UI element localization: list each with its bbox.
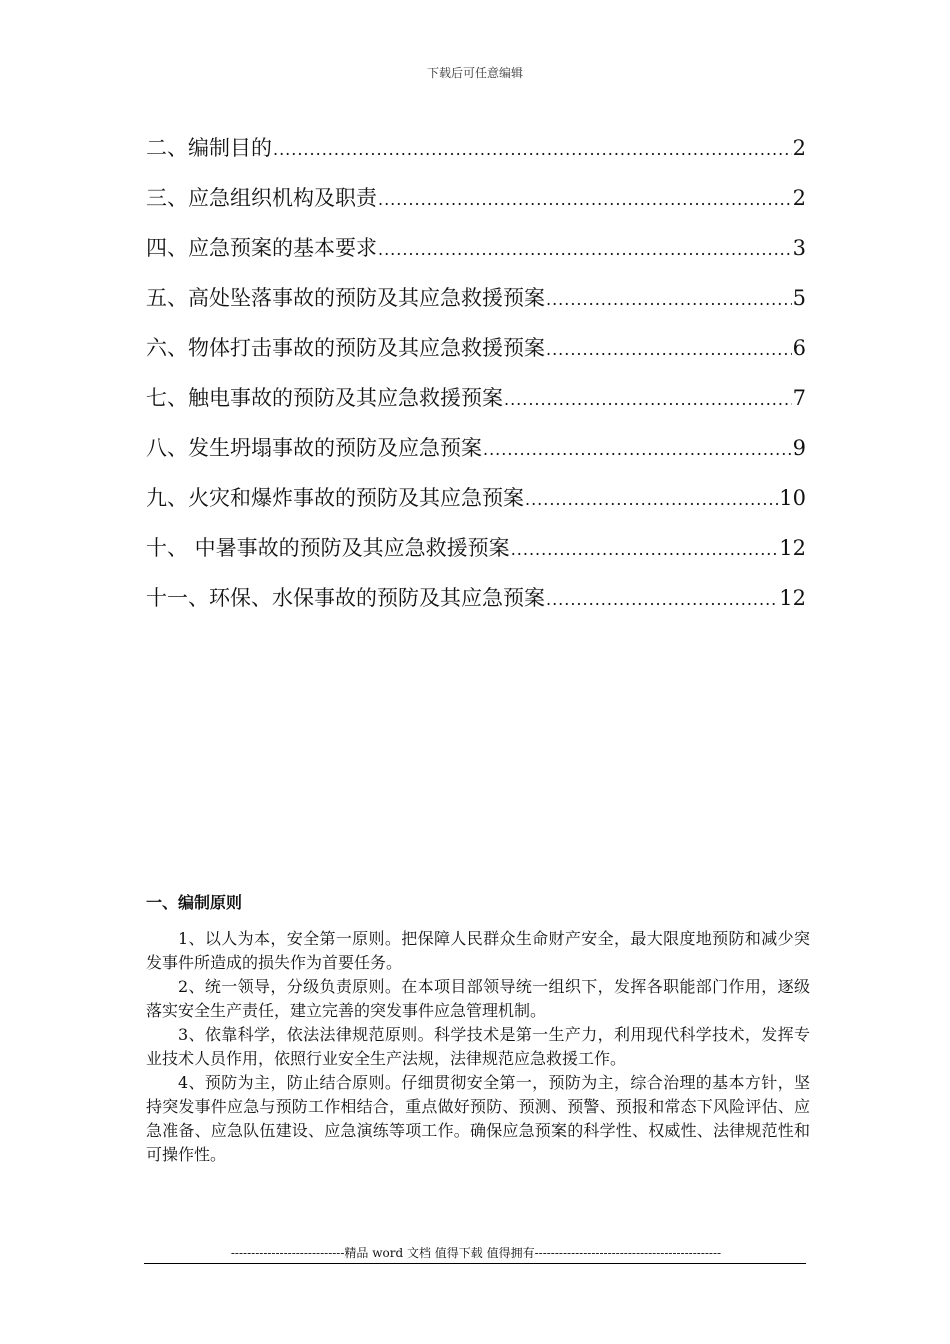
toc-item-title: 三、应急组织机构及职责 [146,186,377,210]
toc-item[interactable] [146,532,806,582]
toc-item[interactable] [146,232,806,282]
toc-item-page: 10 [779,486,806,510]
toc-item-title: 六、物体打击事故的预防及其应急救援预案 [146,336,545,360]
toc-item-page: 3 [792,236,806,260]
toc-item[interactable] [146,432,806,482]
toc-item[interactable] [146,332,806,382]
toc-item[interactable] [146,182,806,232]
footer-note: ----------------------------精品 word 文档 值得下载 值得拥有---------------------------------------------- [230,1246,722,1260]
toc-leader-dots [504,390,792,409]
paragraph: 2、统一领导，分级负责原则。在本项目部领导统一组织下，发挥各职能部门作用，逐级落实安全生产责任，建立完善的突发事件应急管理机制。 [146,977,810,1020]
table-of-contents [146,132,806,632]
toc-item[interactable] [146,582,806,632]
toc-item[interactable] [146,282,806,332]
toc-leader-dots [546,590,778,609]
paragraph: 4、预防为主，防止结合原则。仔细贯彻安全第一，预防为主，综合治理的基本方针，坚持突发事件应急与预防工作相结合，重点做好预防、预测、预警、预报和常态下风险评估、应急准备、应急队伍建设、应急演练等项工作。确保应急预案的科学性、权威性、法律规范性和可操作性。 [146,1073,810,1164]
toc-leader-dots [378,190,792,209]
toc-leader-dots [546,290,792,309]
principles-section [146,890,810,1167]
paragraph: 3、依靠科学，依法法律规范原则。科学技术是第一生产力，利用现代科学技术，发挥专业技术人员作用，依照行业安全生产法规，法律规范应急救援工作。 [146,1025,810,1068]
toc-item[interactable] [146,132,806,182]
toc-item-title: 九、火灾和爆炸事故的预防及其应急预案 [146,486,524,510]
paragraph: 1、以人为本，安全第一原则。把保障人民群众生命财产安全，最大限度地预防和减少突发事件所造成的损失作为首要任务。 [146,929,810,972]
toc-item-title: 十一、环保、水保事故的预防及其应急预案 [146,586,545,610]
section-heading: 一、编制原则 [146,893,243,912]
toc-item-page: 9 [792,436,806,460]
toc-item-title: 五、高处坠落事故的预防及其应急救援预案 [146,286,545,310]
toc-item-page: 2 [792,136,806,160]
toc-item-page: 7 [792,386,806,410]
toc-leader-dots [511,540,779,559]
toc-item-page: 12 [779,586,806,610]
toc-item-title: 八、发生坍塌事故的预防及应急预案 [146,436,482,460]
toc-item-title: 十、 中暑事故的预防及其应急救援预案 [146,536,510,560]
toc-item-page: 12 [779,536,806,560]
footer-divider [144,1263,806,1264]
toc-leader-dots [525,490,778,509]
toc-item-title: 二、编制目的 [146,136,272,160]
toc-item[interactable] [146,382,806,432]
toc-item-page: 6 [792,336,806,360]
toc-item-page: 2 [792,186,806,210]
toc-leader-dots [546,340,792,359]
toc-leader-dots [483,440,792,459]
toc-item[interactable] [146,482,806,532]
toc-item-title: 七、触电事故的预防及其应急救援预案 [146,386,503,410]
toc-item-page: 5 [792,286,806,310]
header-note: 下载后可任意编辑 [426,66,523,80]
toc-item-title: 四、应急预案的基本要求 [146,236,377,260]
toc-leader-dots [273,140,792,159]
toc-leader-dots [378,240,792,259]
